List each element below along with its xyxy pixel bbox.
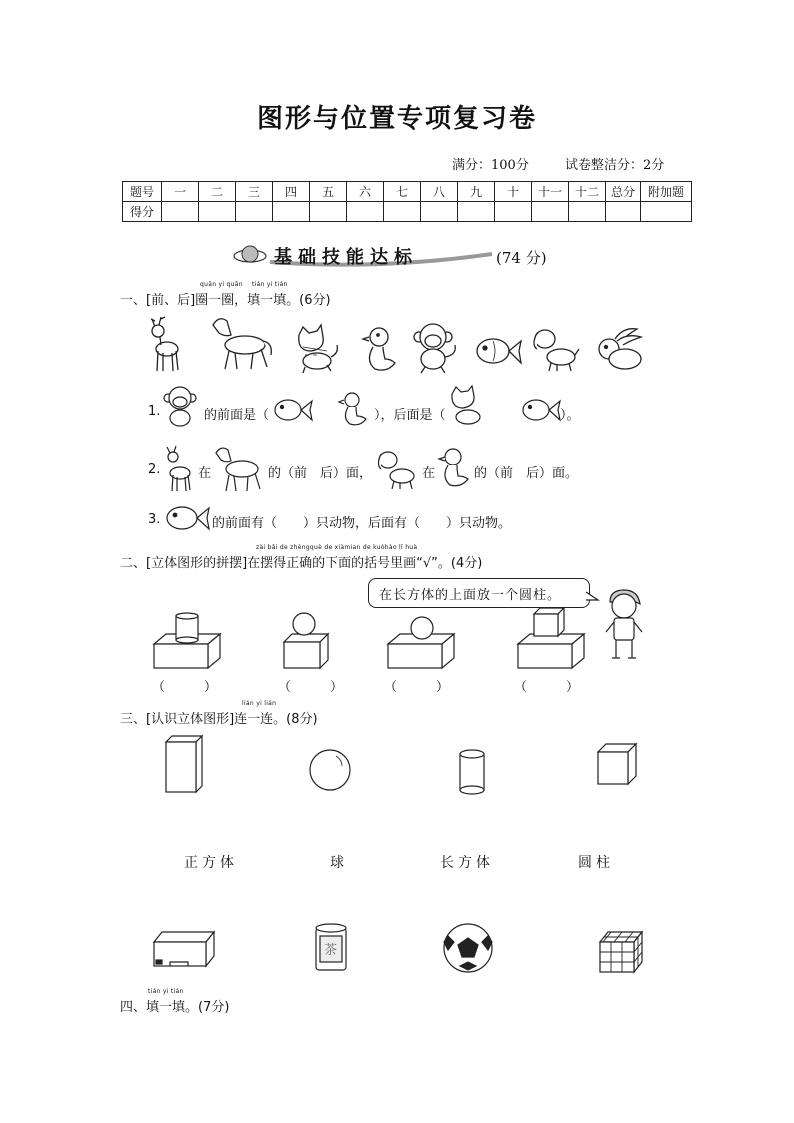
score-header-cell: 三 — [236, 182, 273, 202]
fish-icon — [473, 335, 525, 369]
deer-icon — [145, 315, 185, 375]
rubiks-cube-icon — [600, 932, 642, 972]
banner-score: (74 分) — [496, 249, 547, 267]
banner-title: 基础技能达标 — [274, 247, 418, 268]
horse-icon — [210, 445, 266, 495]
speech-tail-icon — [586, 590, 600, 604]
score-header-cell: 总分 — [606, 182, 641, 202]
score-input-cell[interactable] — [384, 202, 421, 222]
fish-icon — [164, 502, 212, 534]
stacked-shapes — [150, 606, 630, 670]
score-header-cell: 十 — [495, 182, 532, 202]
score-input-cell[interactable] — [162, 202, 199, 222]
fish-icon — [272, 396, 316, 424]
score-input-cell[interactable] — [236, 202, 273, 222]
horse-icon — [205, 315, 275, 375]
question-1: 1. 的前面是（ ），后面是（ ）。 — [148, 386, 628, 430]
score-input-cell[interactable] — [641, 202, 692, 222]
sphere-icon — [310, 750, 350, 790]
speech-bubble: 在长方体的上面放一个圆柱。 — [368, 578, 590, 608]
pinyin-lian: lián yi lián — [242, 700, 277, 707]
cuboid-with-cylinder-icon — [154, 613, 220, 668]
answer-paren-4[interactable]: （ ） — [514, 680, 580, 695]
score-header-cell: 十一 — [532, 182, 569, 202]
cat-icon — [291, 325, 341, 375]
section3-heading: lián yi lián 三、[认识立体图形]连一连。(8分) — [120, 700, 318, 727]
score-header-label: 题号 — [123, 182, 162, 202]
pinyin-tian: tián yi tián — [252, 281, 288, 288]
label-sphere: 球 — [330, 855, 348, 871]
page-title: 图形与位置专项复习卷 — [256, 104, 537, 134]
monkey-icon — [411, 321, 461, 375]
suitcase-icon — [154, 932, 214, 966]
score-input-cell[interactable] — [532, 202, 569, 222]
label-cube: 正方体 — [184, 855, 238, 871]
objects-row — [148, 920, 678, 980]
cylinder-icon — [460, 750, 484, 794]
score-input-cell[interactable] — [495, 202, 532, 222]
animal-row — [143, 315, 653, 375]
score-input-cell[interactable] — [347, 202, 384, 222]
score-table — [122, 181, 692, 222]
rabbit-icon — [593, 327, 649, 373]
label-cylinder: 圆柱 — [578, 855, 614, 871]
section2-heading: zài bǎi de zhèngquè de xiàmian de kuòhào lǐ huà 二、[立体图形的拼摆]在摆得正确的下面的括号里画“√”。(4分) — [120, 544, 483, 571]
score-header-cell: 四 — [273, 182, 310, 202]
section1-heading: quān yi quān tián yi tián 一、[前、后]圈一圈，填一填。(6分) — [120, 281, 331, 308]
soccer-ball-icon — [444, 924, 492, 972]
score-input-cell[interactable] — [310, 202, 347, 222]
score-input-cell[interactable] — [421, 202, 458, 222]
tea-can-icon — [316, 924, 346, 970]
duck-icon — [361, 325, 401, 377]
score-row-label: 得分 — [123, 202, 162, 222]
dog-icon — [531, 327, 581, 375]
score-input-cell[interactable] — [199, 202, 236, 222]
score-header-cell: 七 — [384, 182, 421, 202]
svg-text:茶: 茶 — [324, 943, 338, 958]
fish-icon — [520, 396, 564, 424]
answer-paren-2[interactable]: （ ） — [278, 680, 344, 695]
deer-icon — [162, 445, 196, 495]
score-header-cell: 一 — [162, 182, 199, 202]
score-header-cell: 六 — [347, 182, 384, 202]
section4-heading: tián yi tián 四、填一填。(7分) — [120, 988, 230, 1015]
score-input-cell[interactable] — [458, 202, 495, 222]
dog-icon — [376, 449, 420, 491]
pinyin-section2: zài bǎi de zhèngquè de xiàmian de kuòhào lǐ huà — [256, 544, 418, 551]
cuboid-with-sphere-icon — [388, 617, 454, 668]
score-input-cell[interactable] — [569, 202, 606, 222]
score-header-cell: 九 — [458, 182, 495, 202]
duck-icon — [438, 447, 472, 493]
answer-paren-3[interactable]: （ ） — [384, 680, 450, 695]
score-input-cell[interactable] — [273, 202, 310, 222]
pinyin-tian-4: tián yi tián — [148, 988, 184, 995]
score-input-cell[interactable] — [606, 202, 641, 222]
cube-icon — [598, 744, 636, 784]
cube-with-sphere-icon — [284, 613, 328, 668]
duck-icon — [338, 390, 370, 430]
full-score: 满分：100分 — [452, 158, 529, 173]
solid-shapes-row — [160, 734, 680, 798]
question-2: 2. 在 的（前 后）面， 在 的（前 后）面。 — [148, 445, 648, 495]
score-header-cell: 五 — [310, 182, 347, 202]
label-cuboid: 长方体 — [440, 855, 494, 871]
answer-paren-1[interactable]: （ ） — [152, 680, 218, 695]
score-header-cell: 八 — [421, 182, 458, 202]
score-header-cell: 十二 — [569, 182, 606, 202]
question-3: 3. 的前面有（ ）只动物，后面有（ ）只动物。 — [148, 502, 628, 536]
score-header-cell: 二 — [199, 182, 236, 202]
cuboid-icon — [166, 736, 202, 792]
cat-icon — [446, 386, 490, 430]
cuboid-with-cube-icon — [518, 608, 584, 668]
neat-score: 试卷整洁分：2分 — [565, 158, 665, 173]
monkey-icon — [162, 386, 202, 430]
pinyin-quan: quān yi quān — [200, 281, 243, 288]
section-banner — [230, 240, 547, 272]
score-header-cell: 附加题 — [641, 182, 692, 202]
